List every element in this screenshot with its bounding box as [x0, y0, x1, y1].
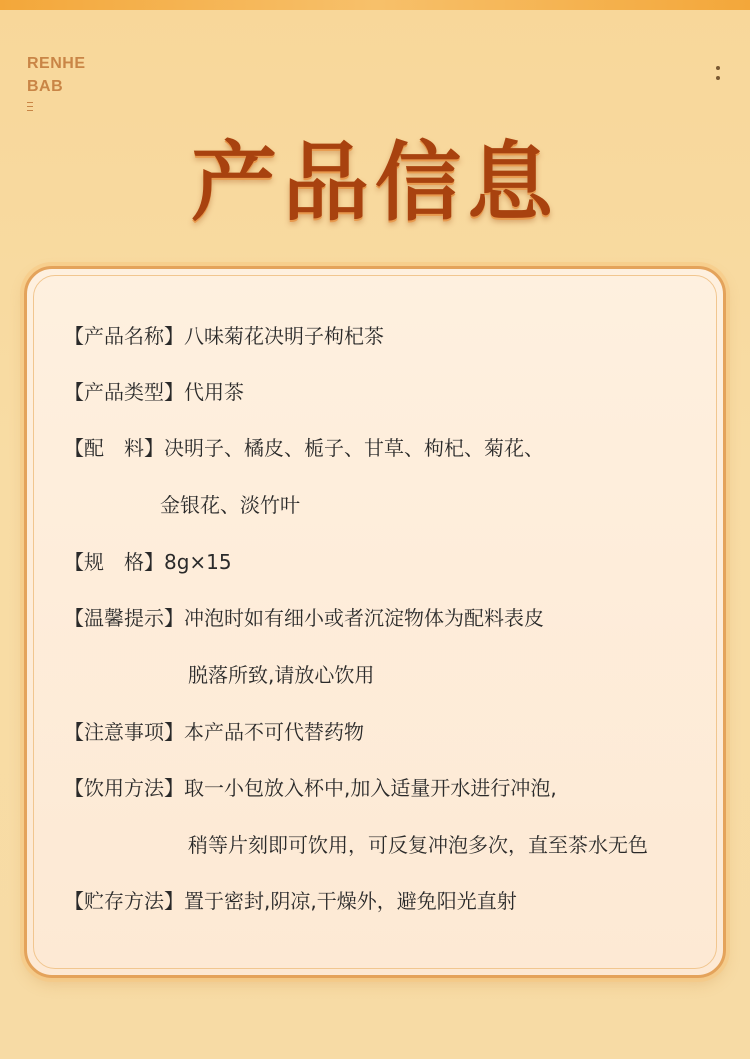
info-row-name [64, 322, 384, 350]
info-row-notes [64, 718, 364, 746]
info-value: 代用茶 [184, 380, 244, 404]
brand-line-2: BAB [27, 78, 64, 95]
info-value: 决明子、橘皮、栀子、甘草、枸杞、菊花、 [164, 436, 544, 460]
info-value: 八味菊花决明子枸杞茶 [184, 324, 384, 348]
info-label: 【注意事项】 [64, 720, 184, 744]
info-value: 本产品不可代替药物 [184, 720, 364, 744]
info-row-ingredients [64, 434, 544, 462]
more-options-icon[interactable] [714, 66, 722, 88]
info-row-spec [64, 548, 232, 576]
info-row-tips-continuation: 脱落所致,请放心饮用 [188, 663, 375, 687]
info-row-tips [64, 604, 544, 632]
brand-line-1: RENHE [27, 55, 86, 72]
info-row-usage [64, 774, 557, 802]
info-label: 【产品名称】 [64, 324, 184, 348]
info-label: 【规 格】 [64, 550, 164, 574]
info-value: 置于密封,阴凉,干燥外，避免阳光直射 [184, 889, 517, 913]
info-row-storage [64, 887, 517, 915]
info-label: 【贮存方法】 [64, 889, 184, 913]
info-label: 【温馨提示】 [64, 606, 184, 630]
info-row-ingredients-continuation: 金银花、淡竹叶 [160, 493, 300, 517]
page-title: 产品信息 [191, 133, 559, 233]
info-value: 取一小包放入杯中,加入适量开水进行冲泡, [184, 776, 557, 800]
brand-ticks [27, 102, 33, 114]
info-label: 【饮用方法】 [64, 776, 184, 800]
brand-logo [27, 52, 86, 98]
top-accent-bar [0, 0, 750, 10]
info-label: 【配 料】 [64, 436, 164, 460]
info-value: 8g×15 [164, 550, 232, 574]
info-label: 【产品类型】 [64, 380, 184, 404]
info-row-type [64, 378, 244, 406]
info-value: 冲泡时如有细小或者沉淀物体为配料表皮 [184, 606, 544, 630]
info-row-usage-continuation: 稍等片刻即可饮用，可反复冲泡多次，直至茶水无色 [188, 833, 648, 857]
